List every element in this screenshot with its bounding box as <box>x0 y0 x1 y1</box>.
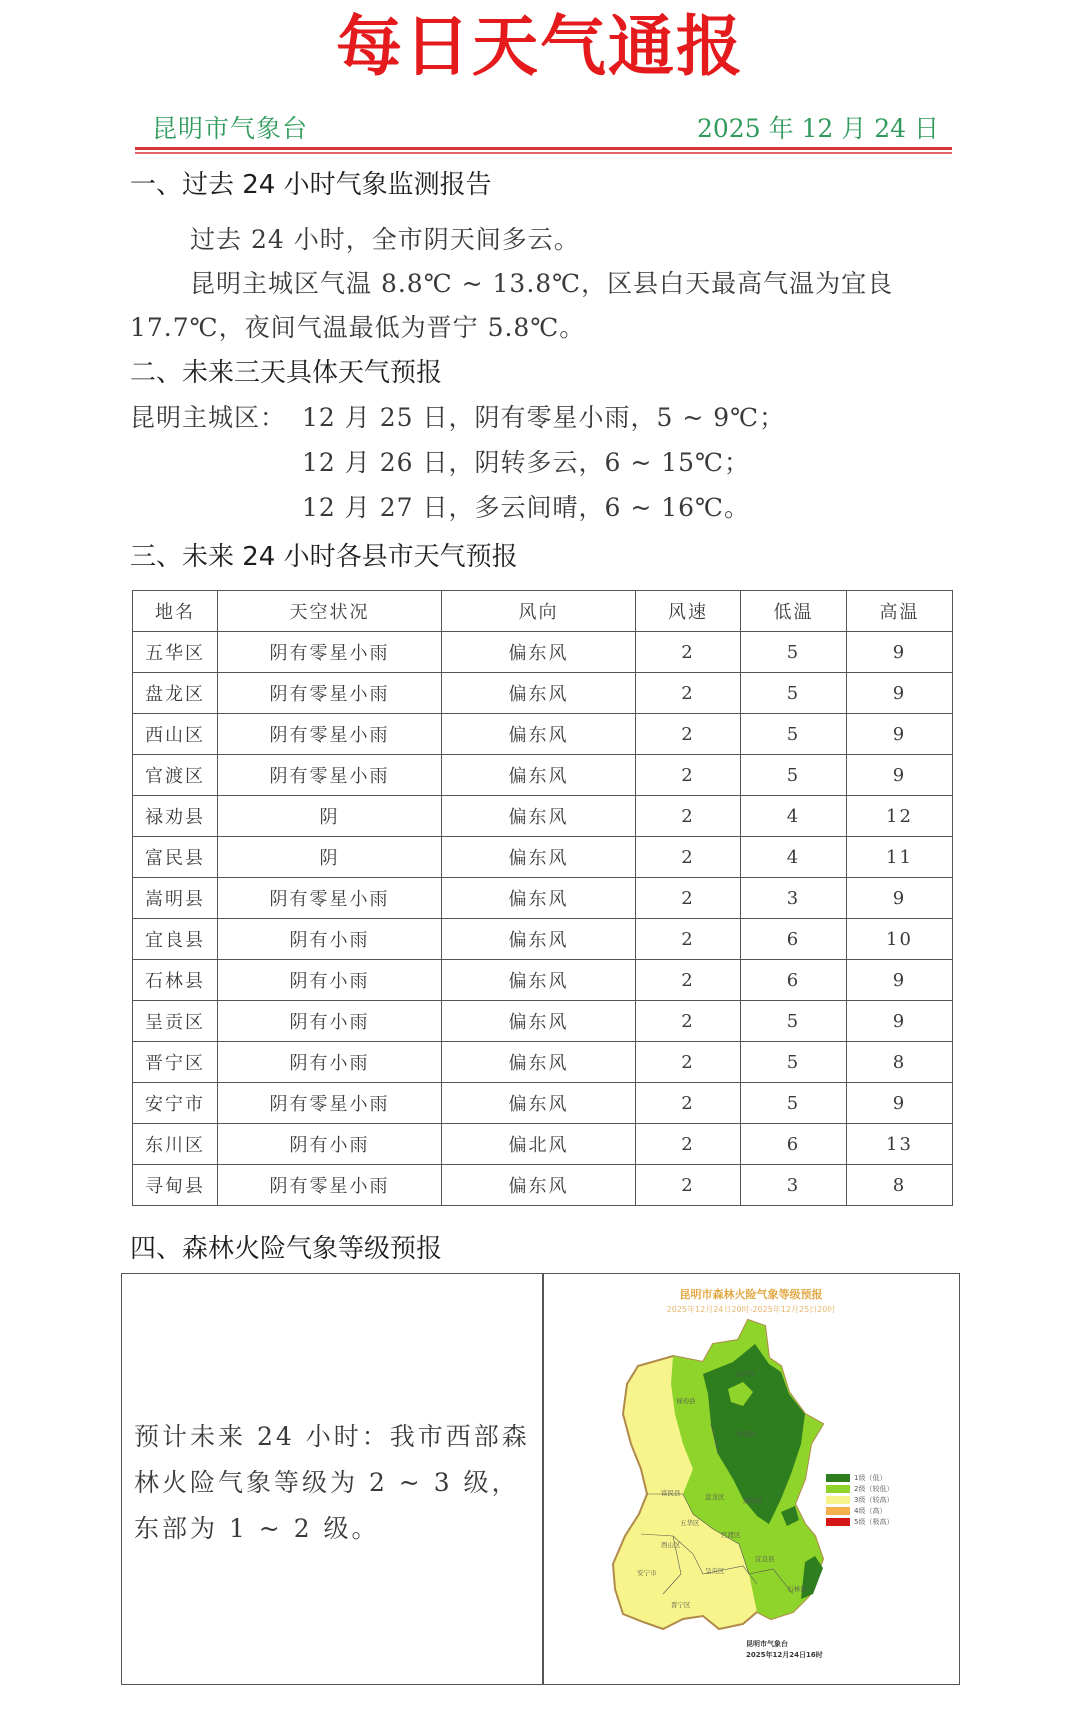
legend-label: 4级（高） <box>854 1506 887 1515</box>
header-rule <box>135 147 952 150</box>
table-cell: 8 <box>847 1042 953 1083</box>
legend-swatch <box>826 1507 850 1515</box>
map-label-luquan: 禄劝县 <box>676 1397 696 1405</box>
map-label-guandu: 官渡区 <box>721 1531 741 1539</box>
legend-label: 2级（较低） <box>854 1484 894 1493</box>
table-row <box>133 1001 953 1042</box>
table-cell: 阴有小雨 <box>218 919 442 960</box>
map-subtitle: 2025年12月24日20时-2025年12月25日20时 <box>666 1305 836 1314</box>
legend-swatch <box>826 1518 850 1526</box>
map-footer-org: 昆明市气象台 <box>746 1640 788 1648</box>
table-row <box>133 919 953 960</box>
section4-heading: 四、森林火险气象等级预报 <box>130 1234 443 1264</box>
legend-label: 3级（较高） <box>854 1495 894 1504</box>
column-header: 风速 <box>636 591 741 632</box>
table-cell: 盘龙区 <box>133 673 218 714</box>
kunming-map-graphic <box>543 1274 959 1684</box>
fire-risk-panel <box>121 1273 960 1685</box>
table-cell: 9 <box>847 878 953 919</box>
column-header: 低温 <box>741 591 847 632</box>
table-cell: 偏东风 <box>442 796 636 837</box>
table-cell: 9 <box>847 1001 953 1042</box>
map-footer-time: 2025年12月24日16时 <box>746 1651 823 1659</box>
header-rule-secondary <box>135 152 952 154</box>
table-cell: 偏东风 <box>442 878 636 919</box>
table-cell: 5 <box>741 1001 847 1042</box>
section3-heading: 三、未来 24 小时各县市天气预报 <box>130 542 518 572</box>
legend-swatch <box>826 1496 850 1504</box>
map-label-panlong: 盘龙区 <box>705 1493 725 1501</box>
table-cell: 偏北风 <box>442 1124 636 1165</box>
map-title: 昆明市森林火险气象等级预报 <box>679 1288 823 1301</box>
table-cell: 3 <box>741 878 847 919</box>
map-label-dongchuan: 东川区 <box>736 1370 756 1378</box>
table-cell: 5 <box>741 714 847 755</box>
table-row <box>133 755 953 796</box>
table-cell: 9 <box>847 714 953 755</box>
table-cell: 9 <box>847 755 953 796</box>
legend-swatch <box>826 1485 850 1493</box>
table-cell: 阴 <box>218 796 442 837</box>
legend-label: 1级（低） <box>854 1473 887 1482</box>
report-title: 每日天气通报 <box>336 7 744 85</box>
table-cell: 宜良县 <box>133 919 218 960</box>
table-cell: 12 <box>847 796 953 837</box>
table-cell: 2 <box>636 1124 741 1165</box>
table-cell: 5 <box>741 755 847 796</box>
table-cell: 5 <box>741 632 847 673</box>
table-cell: 偏东风 <box>442 1165 636 1206</box>
table-cell: 2 <box>636 796 741 837</box>
table-cell: 2 <box>636 919 741 960</box>
map-legend <box>826 1472 893 1527</box>
section1-heading: 一、过去 24 小时气象监测报告 <box>130 170 492 200</box>
table-cell: 4 <box>741 837 847 878</box>
table-cell: 嵩明县 <box>133 878 218 919</box>
table-row <box>133 673 953 714</box>
table-row <box>133 837 953 878</box>
legend-item <box>826 1483 893 1494</box>
table-cell: 11 <box>847 837 953 878</box>
table-cell: 偏东风 <box>442 960 636 1001</box>
table-cell: 富民县 <box>133 837 218 878</box>
map-label-songming: 嵩明县 <box>743 1497 763 1505</box>
table-row <box>133 1124 953 1165</box>
table-cell: 偏东风 <box>442 1001 636 1042</box>
map-label-anning: 安宁市 <box>637 1569 657 1577</box>
table-cell: 2 <box>636 714 741 755</box>
table-cell: 2 <box>636 1001 741 1042</box>
table-cell: 阴有小雨 <box>218 1001 442 1042</box>
column-header: 地名 <box>133 591 218 632</box>
map-label-wuhua: 五华区 <box>680 1519 700 1527</box>
table-cell: 2 <box>636 755 741 796</box>
table-cell: 寻甸县 <box>133 1165 218 1206</box>
section1-summary: 过去 24 小时，全市阴天间多云。 <box>190 225 580 254</box>
map-label-yiliang: 宜良县 <box>755 1555 775 1563</box>
table-cell: 东川区 <box>133 1124 218 1165</box>
table-row <box>133 878 953 919</box>
map-label-jinning: 晋宁区 <box>671 1601 691 1609</box>
table-row <box>133 714 953 755</box>
map-label-shilin: 石林县 <box>787 1585 807 1593</box>
report-date: 2025 年 12 月 24 日 <box>697 114 939 143</box>
legend-swatch <box>826 1474 850 1482</box>
table-row <box>133 632 953 673</box>
map-footer <box>746 1639 823 1661</box>
table-cell: 偏东风 <box>442 837 636 878</box>
section1-temperature-line1: 昆明主城区气温 8.8℃ ~ 13.8℃，区县白天最高气温为宜良 <box>190 269 894 298</box>
column-header: 天空状况 <box>218 591 442 632</box>
table-cell: 官渡区 <box>133 755 218 796</box>
legend-item <box>826 1472 893 1483</box>
table-cell: 阴有零星小雨 <box>218 755 442 796</box>
table-cell: 偏东风 <box>442 919 636 960</box>
table-cell: 3 <box>741 1165 847 1206</box>
table-cell: 6 <box>741 960 847 1001</box>
table-cell: 五华区 <box>133 632 218 673</box>
table-cell: 阴有零星小雨 <box>218 632 442 673</box>
table-cell: 偏东风 <box>442 714 636 755</box>
table-cell: 5 <box>741 1042 847 1083</box>
fire-risk-map <box>543 1274 959 1684</box>
table-cell: 10 <box>847 919 953 960</box>
table-cell: 偏东风 <box>442 1042 636 1083</box>
table-cell: 6 <box>741 1124 847 1165</box>
table-cell: 阴有小雨 <box>218 1042 442 1083</box>
table-cell: 阴有零星小雨 <box>218 714 442 755</box>
table-cell: 2 <box>636 632 741 673</box>
map-label-fumin: 富民县 <box>661 1489 681 1497</box>
legend-item <box>826 1494 893 1505</box>
table-cell: 6 <box>741 919 847 960</box>
legend-item <box>826 1516 893 1527</box>
table-cell: 阴 <box>218 837 442 878</box>
organization-name: 昆明市气象台 <box>152 114 309 143</box>
table-cell: 石林县 <box>133 960 218 1001</box>
table-cell: 9 <box>847 673 953 714</box>
table-cell: 阴有小雨 <box>218 1124 442 1165</box>
table-cell: 8 <box>847 1165 953 1206</box>
legend-item <box>826 1505 893 1516</box>
table-cell: 5 <box>741 1083 847 1124</box>
table-cell: 阴有零星小雨 <box>218 673 442 714</box>
section1-temperature-line2: 17.7℃，夜间气温最低为晋宁 5.8℃。 <box>130 313 586 342</box>
forecast-area-label: 昆明主城区： <box>130 403 287 432</box>
forecast-day-1: 12 月 25 日，阴有零星小雨，5 ~ 9℃； <box>302 403 786 432</box>
legend-label: 5级（极高） <box>854 1517 894 1526</box>
table-cell: 9 <box>847 632 953 673</box>
table-cell: 阴有零星小雨 <box>218 1165 442 1206</box>
table-cell: 呈贡区 <box>133 1001 218 1042</box>
table-cell: 2 <box>636 673 741 714</box>
table-cell: 安宁市 <box>133 1083 218 1124</box>
table-cell: 4 <box>741 796 847 837</box>
forecast-day-3: 12 月 27 日，多云间晴，6 ~ 16℃。 <box>302 493 750 522</box>
column-header: 高温 <box>847 591 953 632</box>
table-cell: 阴有零星小雨 <box>218 878 442 919</box>
table-cell: 2 <box>636 960 741 1001</box>
fire-risk-text: 预计未来 24 小时：我市西部森林火险气象等级为 2 ~ 3 级，东部为 1 ~ 2 级。 <box>134 1422 530 1543</box>
table-cell: 2 <box>636 1083 741 1124</box>
map-label-xishan: 西山区 <box>661 1541 681 1549</box>
section2-heading: 二、未来三天具体天气预报 <box>130 358 443 388</box>
map-label-chenggong: 呈贡区 <box>705 1567 725 1575</box>
table-row <box>133 960 953 1001</box>
table-row <box>133 796 953 837</box>
table-cell: 9 <box>847 960 953 1001</box>
forecast-day-2: 12 月 26 日，阴转多云，6 ~ 15℃； <box>302 448 750 477</box>
table-cell: 西山区 <box>133 714 218 755</box>
table-cell: 偏东风 <box>442 673 636 714</box>
table-cell: 偏东风 <box>442 755 636 796</box>
table-cell: 5 <box>741 673 847 714</box>
map-label-xundian: 寻甸县 <box>736 1430 756 1438</box>
table-row <box>133 1165 953 1206</box>
table-cell: 2 <box>636 837 741 878</box>
table-cell: 13 <box>847 1124 953 1165</box>
table-cell: 阴有零星小雨 <box>218 1083 442 1124</box>
table-cell: 9 <box>847 1083 953 1124</box>
table-cell: 阴有小雨 <box>218 960 442 1001</box>
table-row <box>133 1042 953 1083</box>
table-cell: 2 <box>636 878 741 919</box>
table-row <box>133 1083 953 1124</box>
table-cell: 2 <box>636 1165 741 1206</box>
column-header: 风向 <box>442 591 636 632</box>
table-cell: 禄劝县 <box>133 796 218 837</box>
table-cell: 晋宁区 <box>133 1042 218 1083</box>
table-header-row <box>133 591 953 632</box>
table-cell: 偏东风 <box>442 632 636 673</box>
county-forecast-table <box>132 590 953 1206</box>
table-cell: 偏东风 <box>442 1083 636 1124</box>
table-cell: 2 <box>636 1042 741 1083</box>
